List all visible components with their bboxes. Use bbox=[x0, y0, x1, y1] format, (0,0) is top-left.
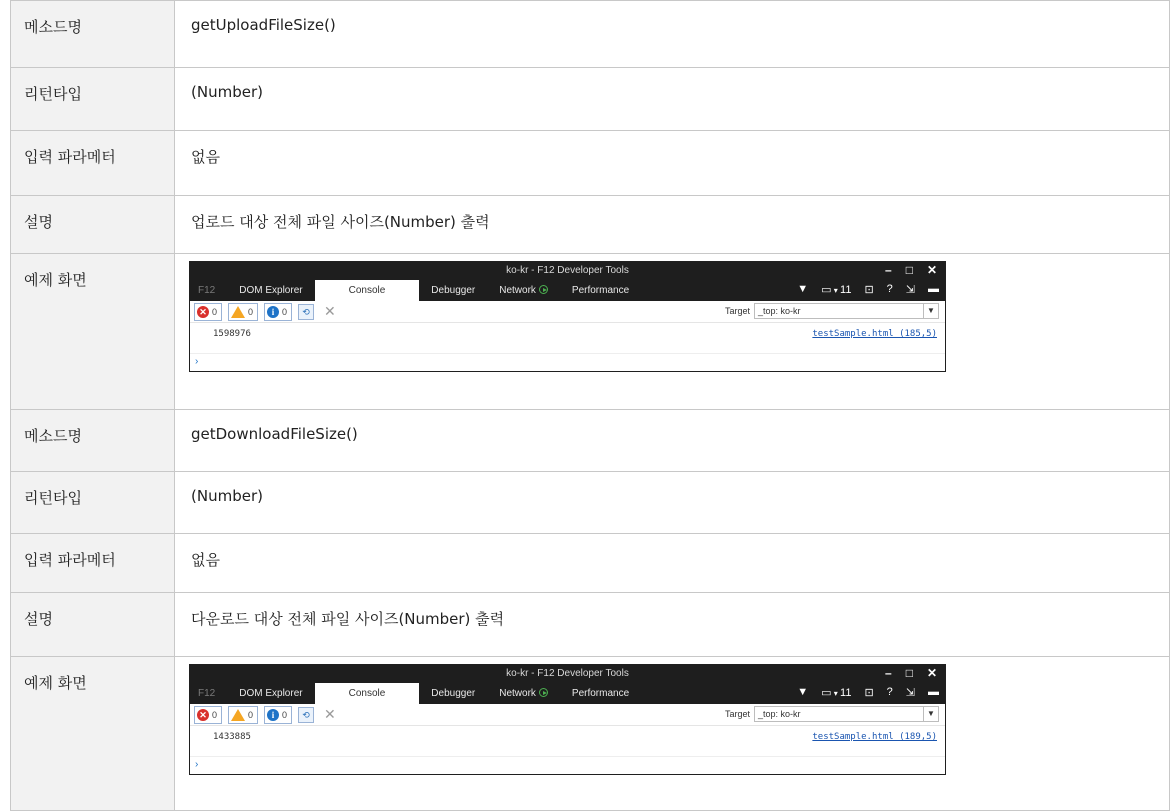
target-label: Target bbox=[724, 306, 750, 316]
prompt-icon: › bbox=[195, 356, 199, 367]
ie-version: 11 bbox=[840, 687, 852, 699]
console-panel-icon[interactable]: ⊡ bbox=[864, 284, 874, 296]
target-value: _top: ko-kr bbox=[758, 306, 801, 316]
chevron-down-icon: ▼ bbox=[923, 707, 938, 721]
tab-dom-explorer[interactable]: DOM Explorer bbox=[239, 285, 303, 296]
param-label: 입력 파라메터 bbox=[11, 534, 175, 593]
error-icon: ✕ bbox=[197, 306, 209, 318]
devtools-title: ko-kr - F12 Developer Tools bbox=[506, 265, 629, 276]
example-label: 예제 화면 bbox=[11, 657, 175, 811]
source-link[interactable]: testSample.html (189,5) bbox=[812, 732, 937, 742]
return-type-label: 리턴타입 bbox=[11, 68, 175, 131]
tab-dom-explorer[interactable]: DOM Explorer bbox=[239, 688, 303, 699]
method-value: getDownloadFileSize() bbox=[175, 410, 1170, 472]
warning-filter[interactable] bbox=[228, 706, 258, 724]
info-count: 0 bbox=[282, 709, 288, 720]
description-label: 설명 bbox=[11, 196, 175, 254]
target-selector bbox=[725, 303, 939, 319]
close-icon[interactable]: ✕ bbox=[324, 303, 336, 319]
method-value: getUploadFileSize() bbox=[175, 1, 1170, 68]
description-row bbox=[11, 593, 1170, 657]
info-count: 0 bbox=[282, 306, 288, 317]
info-filter[interactable] bbox=[264, 706, 292, 724]
example-label: 예제 화면 bbox=[11, 254, 175, 410]
target-label: Target bbox=[724, 709, 750, 719]
info-icon: i bbox=[267, 709, 279, 721]
console-output bbox=[190, 726, 945, 756]
return-type-row bbox=[11, 68, 1170, 131]
dock-icon[interactable]: ▬ bbox=[928, 283, 939, 295]
emulation-icon[interactable]: ▭ ▾ 11 bbox=[821, 284, 852, 296]
close-icon[interactable]: ✕ bbox=[926, 263, 937, 277]
description-label: 설명 bbox=[11, 593, 175, 657]
info-icon: i bbox=[267, 306, 279, 318]
return-type-value: (Number) bbox=[175, 68, 1170, 131]
maximize-icon[interactable]: □ bbox=[905, 263, 913, 277]
example-screenshot-cell bbox=[175, 254, 1170, 410]
method-label: 메소드명 bbox=[11, 410, 175, 472]
devtools-tabbar bbox=[190, 683, 945, 704]
param-value: 없음 bbox=[175, 534, 1170, 593]
error-count: 0 bbox=[212, 306, 218, 317]
dock-icon[interactable]: ▬ bbox=[928, 686, 939, 698]
return-type-row bbox=[11, 472, 1170, 534]
return-type-value: (Number) bbox=[175, 472, 1170, 534]
description-value: 다운로드 대상 전체 파일 사이즈(Number) 출력 bbox=[175, 593, 1170, 657]
tab-network[interactable] bbox=[487, 683, 560, 704]
tab-network-label: Network bbox=[499, 688, 536, 699]
error-filter[interactable] bbox=[194, 303, 222, 321]
example-row bbox=[11, 254, 1170, 410]
param-value: 없음 bbox=[175, 131, 1170, 196]
help-icon[interactable]: ? bbox=[886, 686, 893, 698]
param-row bbox=[11, 534, 1170, 593]
tab-debugger[interactable]: Debugger bbox=[431, 285, 476, 296]
method-row bbox=[11, 410, 1170, 472]
devtools-window bbox=[189, 261, 946, 372]
warning-icon bbox=[231, 306, 245, 318]
example-screenshot-cell bbox=[175, 657, 1170, 811]
error-icon: ✕ bbox=[197, 709, 209, 721]
warning-icon bbox=[231, 709, 245, 721]
clear-console-icon[interactable]: ⟲ bbox=[298, 707, 314, 723]
target-dropdown[interactable] bbox=[754, 706, 939, 722]
param-label: 입력 파라메터 bbox=[11, 131, 175, 196]
tab-f12: F12 bbox=[198, 688, 216, 699]
description-row bbox=[11, 196, 1170, 254]
warning-filter[interactable] bbox=[228, 303, 258, 321]
error-count: 0 bbox=[212, 709, 218, 720]
emulation-icon[interactable]: ▭ ▾ 11 bbox=[821, 687, 852, 699]
close-icon[interactable]: ✕ bbox=[324, 706, 336, 722]
pin-icon[interactable]: ⇲ bbox=[905, 284, 915, 296]
console-toolbar bbox=[190, 301, 945, 323]
clear-console-icon[interactable]: ⟲ bbox=[298, 304, 314, 320]
error-filter[interactable] bbox=[194, 706, 222, 724]
console-output-value: 1433885 bbox=[213, 732, 251, 742]
console-input[interactable] bbox=[190, 353, 945, 371]
method-label: 메소드명 bbox=[11, 1, 175, 68]
overflow-tabs-icon[interactable]: ▼ bbox=[797, 283, 809, 295]
tab-performance[interactable]: Performance bbox=[571, 688, 630, 699]
console-panel-icon[interactable]: ⊡ bbox=[864, 687, 874, 699]
api-spec-table bbox=[10, 0, 1170, 811]
devtools-titlebar bbox=[190, 665, 945, 683]
help-icon[interactable]: ? bbox=[886, 283, 893, 295]
warning-count: 0 bbox=[248, 306, 254, 317]
return-type-label: 리턴타입 bbox=[11, 472, 175, 534]
tab-f12: F12 bbox=[198, 285, 216, 296]
console-output bbox=[190, 323, 945, 353]
tab-network-label: Network bbox=[499, 285, 536, 296]
description-value: 업로드 대상 전체 파일 사이즈(Number) 출력 bbox=[175, 196, 1170, 254]
tab-console[interactable]: Console bbox=[315, 280, 420, 301]
source-link[interactable]: testSample.html (185,5) bbox=[812, 329, 937, 339]
target-selector bbox=[725, 706, 939, 722]
tab-performance[interactable]: Performance bbox=[571, 285, 630, 296]
console-input[interactable] bbox=[190, 756, 945, 774]
info-filter[interactable] bbox=[264, 303, 292, 321]
chevron-down-icon: ▼ bbox=[923, 304, 938, 318]
overflow-tabs-icon[interactable]: ▼ bbox=[797, 686, 809, 698]
tab-network[interactable] bbox=[487, 280, 560, 301]
console-output-value: 1598976 bbox=[213, 329, 251, 339]
network-record-icon bbox=[539, 688, 548, 697]
target-value: _top: ko-kr bbox=[758, 709, 801, 719]
devtools-titlebar bbox=[190, 262, 945, 280]
pin-icon[interactable]: ⇲ bbox=[905, 687, 915, 699]
param-row bbox=[11, 131, 1170, 196]
tab-console[interactable]: Console bbox=[315, 683, 420, 704]
minimize-icon[interactable]: – bbox=[885, 666, 892, 680]
ie-version: 11 bbox=[840, 284, 852, 296]
devtools-tabbar bbox=[190, 280, 945, 301]
warning-count: 0 bbox=[248, 709, 254, 720]
minimize-icon[interactable]: – bbox=[885, 263, 892, 277]
method-row bbox=[11, 1, 1170, 68]
target-dropdown[interactable] bbox=[754, 303, 939, 319]
tab-debugger[interactable]: Debugger bbox=[431, 688, 476, 699]
network-record-icon bbox=[539, 285, 548, 294]
maximize-icon[interactable]: □ bbox=[905, 666, 913, 680]
devtools-window bbox=[189, 664, 946, 775]
devtools-title: ko-kr - F12 Developer Tools bbox=[506, 668, 629, 679]
prompt-icon: › bbox=[195, 759, 199, 770]
console-toolbar bbox=[190, 704, 945, 726]
close-icon[interactable]: ✕ bbox=[926, 666, 937, 680]
example-row bbox=[11, 657, 1170, 811]
